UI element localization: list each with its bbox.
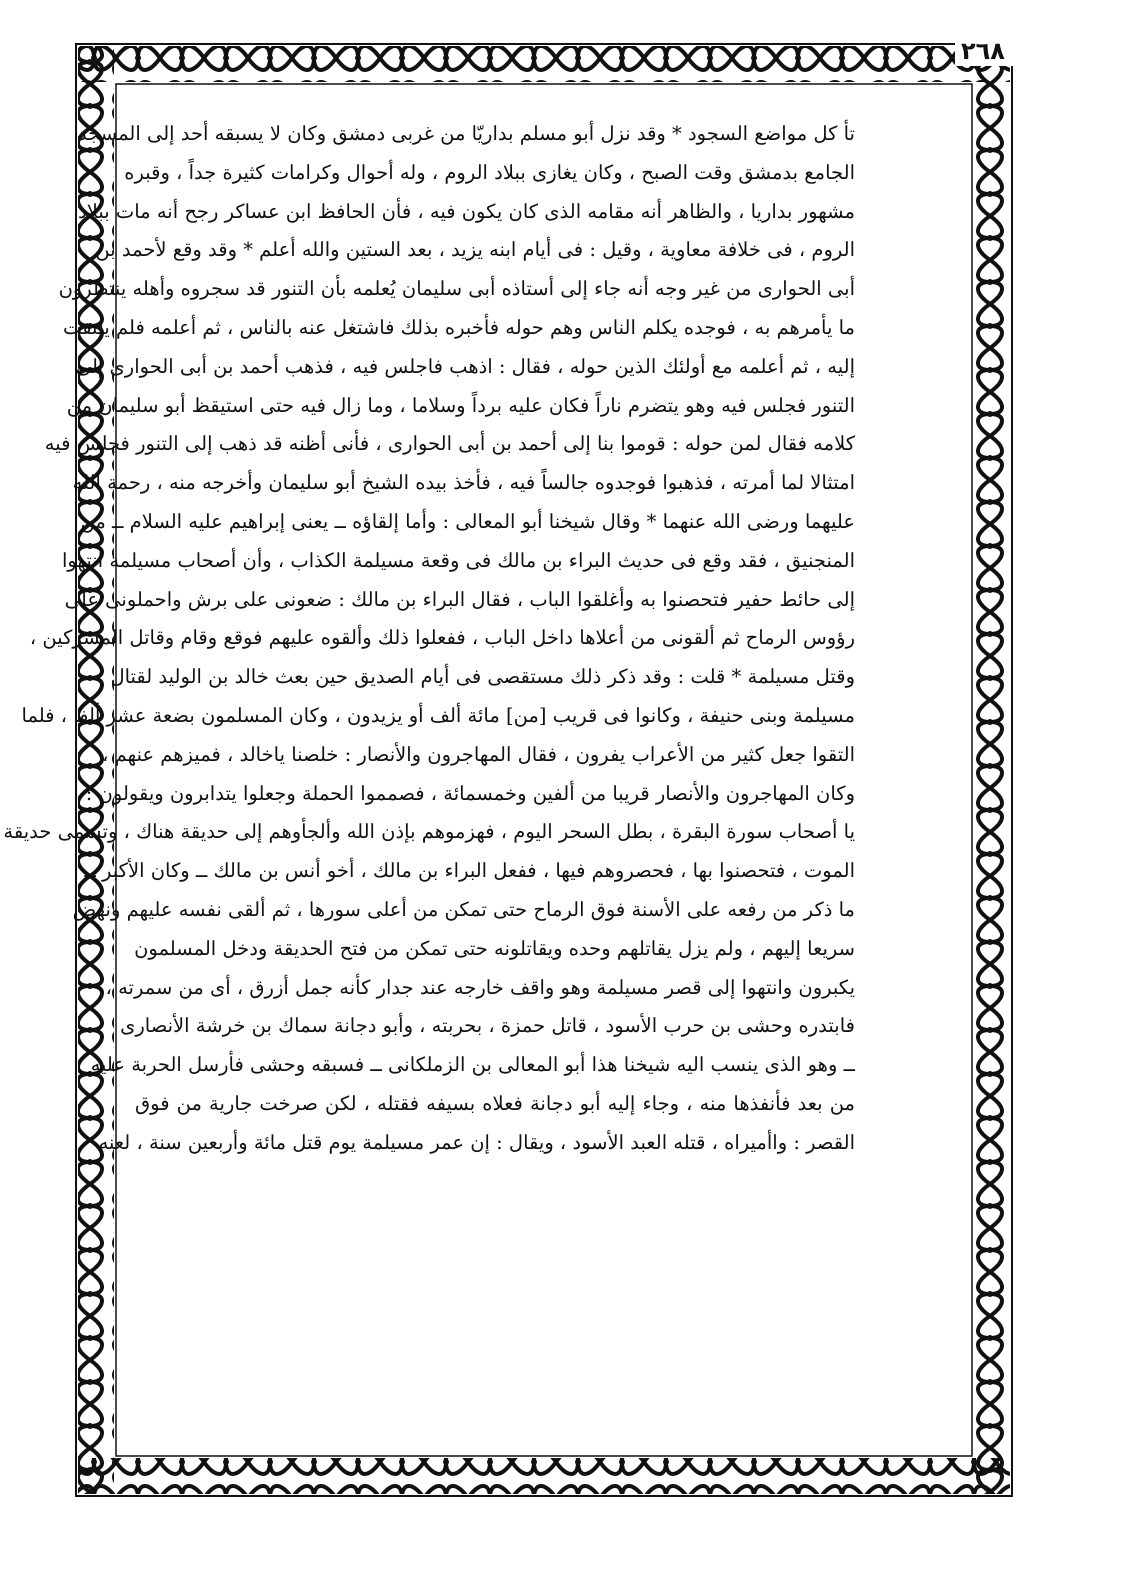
- text-line: التقوا جعل كثير من الأعراب يفرون ، فقال المهاجرون والأنصار : خلصنا ياخالد ، فميزهم عنهم ،: [102, 742, 855, 766]
- text-line: يكبرون وانتهوا إلى قصر مسيلمة وهو واقف خارجه عند جدار كأنه جمل أزرق ، أى من سمرته ،: [105, 975, 855, 999]
- text-line: امتثالا لما أمرته ، فذهبوا فوجدوه جالساً فيه ، فأخذ بيده الشيخ أبو سليمان وأخرجه منه ، رحمة الله: [72, 471, 855, 495]
- text-line: وقتل مسيلمة * قلت : وقد ذكر ذلك مستقصى فى أيام الصديق حين بعث خالد بن الوليد لقتال: [110, 665, 855, 689]
- text-line: الروم ، فى خلافة معاوية ، وقيل : فى أيام ابنه يزيد ، بعد الستين والله أعلم * وقد وقع لأحمد بن: [95, 238, 855, 262]
- text-line: كلامه فقال لمن حوله : قوموا بنا إلى أحمد بن أبى الحوارى ، فأنى أظنه قد ذهب إلى التنور فجلس فيه: [44, 432, 855, 456]
- text-line: يا أصحاب سورة البقرة ، بطل السحر اليوم ، فهزموهم بإذن الله وألجأوهم إلى حديقة هناك ، وتسمى حديقة: [3, 820, 855, 844]
- text-line: عليهما ورضى الله عنهما * وقال شيخنا أبو المعالى : وأما إلقاؤه ــ يعنى إبراهيم عليه السلام ــ من: [80, 509, 855, 533]
- text-line: ما ذكر من رفعه على الأسنة فوق الرماح حتى تمكن من أعلى سورها ، ثم ألقى نفسه عليهم ونهض: [72, 897, 855, 921]
- text-line: إليه ، ثم أعلمه مع أولئك الذين حوله ، فقال : اذهب فاجلس فيه ، فذهب أحمد بن أبى الحوارى إلى: [75, 354, 855, 378]
- page-number: ٢٦٨: [955, 36, 1047, 66]
- text-line: تأ كل مواضع السجود * وقد نزل أبو مسلم بداريّا من غربى دمشق وكان لا يسبقه أحد إلى المسجد: [77, 122, 855, 145]
- text-line: فابتدره وحشى بن حرب الأسود ، قاتل حمزة ، بحربته ، وأبو دجانة سماك بن خرشة الأنصارى: [120, 1014, 855, 1038]
- text-line: القصر : واأميراه ، قتله العبد الأسود ، ويقال : إن عمر مسيلمة يوم قتل مائة وأربعين سنة ، لعنه: [98, 1130, 855, 1154]
- text-line: مشهور بداريا ، والظاهر أنه مقامه الذى كان يكون فيه ، فأن الحافظ ابن عساكر رجح أنه مات ببلاد: [78, 199, 855, 223]
- text-line: الموت ، فتحصنوا بها ، فحصروهم فيها ، ففعل البراء بن مالك ، أخو أنس بن مالك ــ وكان الأكبر ــ: [84, 859, 855, 883]
- text-line: سريعا إليهم ، ولم يزل يقاتلهم وحده ويقاتلونه حتى تمكن من فتح الحديقة ودخل المسلمون: [134, 936, 855, 960]
- text-line: ما يأمرهم به ، فوجده يكلم الناس وهم حوله فأخبره بذلك فاشتغل عنه بالناس ، ثم أعلمه فلم يلتفت: [63, 315, 855, 339]
- body-text: [3, 115, 855, 1495]
- text-line: مسيلمة وبنى حنيفة ، وكانوا فى قريب [من] مائة ألف أو يزيدون ، وكان المسلمون بضعة عشر ألفا ، فلما: [21, 703, 855, 727]
- text-line: رؤوس الرماح ثم ألقونى من أعلاها داخل الباب ، ففعلوا ذلك وألقوه عليهم فوقع وقام وقاتل المشركين ،: [29, 626, 855, 650]
- text-line: من بعد فأنفذها منه ، وجاء إليه أبو دجانة فعلاه بسيفه فقتله ، لكن صرخت جارية من فوق: [135, 1091, 855, 1115]
- text-line: الجامع بدمشق وقت الصبح ، وكان يغازى ببلاد الروم ، وله أحوال وكرامات كثيرة جداً ، وقبره: [124, 160, 855, 184]
- text-line: إلى حائط حفير فتحصنوا به وأغلقوا الباب ، فقال البراء بن مالك : ضعونى على برش واحملونى على: [64, 587, 855, 611]
- text-line: المنجنيق ، فقد وقع فى حديث البراء بن مالك فى وقعة مسيلمة الكذاب ، وأن أصحاب مسيلمة انتهوا: [61, 548, 855, 572]
- text-line: وكان المهاجرون والأنصار قريبا من ألفين وخمسمائة ، فصمموا الحملة وجعلوا يتدابرون ويقولون :: [85, 781, 855, 805]
- text-line: التنور فجلس فيه وهو يتضرم ناراً فكان عليه برداً وسلاما ، وما زال فيه حتى استيقظ أبو سليمان من: [66, 393, 855, 417]
- text-line: ــ وهو الذى ينسب اليه شيخنا هذا أبو المعالى بن الزملكانى ــ فسبقه وحشى فأرسل الحربة عليه: [90, 1053, 855, 1077]
- text-line: أبى الحوارى من غير وجه أنه جاء إلى أستاذه أبى سليمان يُعلمه بأن التنور قد سجروه وأهله ينتظرون: [58, 277, 855, 301]
